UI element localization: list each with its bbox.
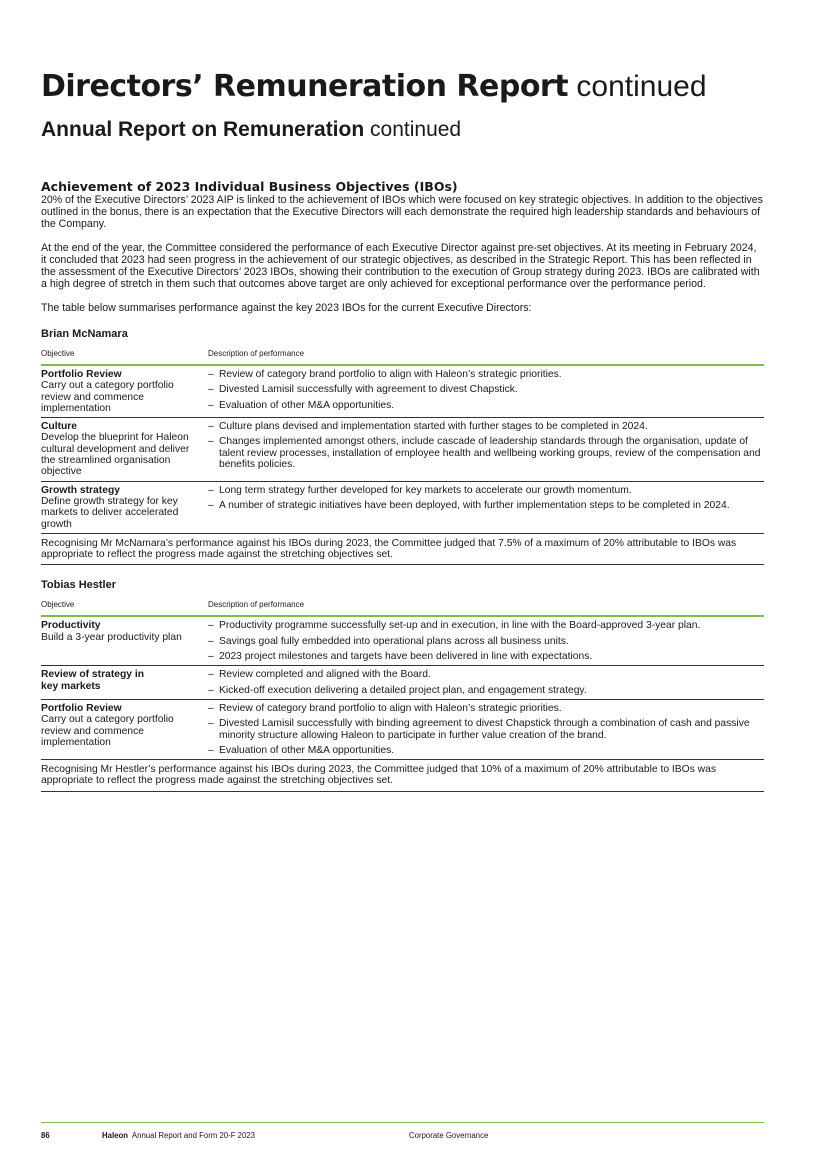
section-title: Achievement of 2023 Individual Business Objectives (IBOs) (41, 179, 458, 194)
table-row (41, 481, 764, 533)
performance-item: – Review of category brand portfolio to align with Haleon’s strategic priorities. (208, 703, 764, 714)
objective-title: Review of strategy in key markets (41, 669, 144, 692)
objective-title: Culture (41, 421, 78, 433)
performance-item: – 2023 project milestones and targets have been delivered in line with expectations. (208, 651, 764, 662)
performance-item: – Evaluation of other M&A opportunities. (208, 400, 764, 411)
report-body (41, 180, 764, 792)
performance-item: – Savings goal fully embedded into operational plans across all business units. (208, 636, 764, 647)
objective-description: Carry out a category portfolio review and commence implementation (41, 380, 174, 414)
table-row (41, 699, 764, 759)
intro-paragraph: 20% of the Executive Directors’ 2023 AIP is linked to the achievement of IBOs which were focused on key strategic objectives. In addition to the objectives outlined in the bonus, there is an expectation that the Executive Directors will each demonstrate the required high leadership standards and behaviours of the Company. (41, 194, 763, 230)
performance-item: – Review of category brand portfolio to align with Haleon’s strategic priorities. (208, 369, 764, 380)
summary-text: Recognising Mr McNamara’s performance against his IBOs during 2023, the Committee judged that 7.5% of a maximum of 20% attributable to IBOs was appropriate to reflect the progress made against the stretching objectives set. (41, 533, 764, 565)
objective-title: Growth strategy (41, 484, 120, 496)
column-header-description: Description of performance (208, 348, 764, 365)
objective-title: Portfolio Review (41, 369, 122, 380)
column-header-objective: Objective (41, 599, 208, 616)
objective-description: Define growth strategy for key markets to deliver accelerated growth (41, 495, 179, 530)
performance-item: – Kicked-off execution delivering a detailed project plan, and engagement strategy. (208, 685, 764, 696)
performance-item: – Divested Lamisil successfully with binding agreement to divest Chapstick through a combination of cash and passive minority structure allowing Haleon to participate in further value creation of the brand. (208, 718, 764, 741)
assessment-paragraph: At the end of the year, the Committee considered the performance of each Executive Director against pre-set objectives. At its meeting in February 2024, it concluded that 2023 had seen progress in the achievement of our strategic objectives, as described in the Strategic Report. This has been reflected in the assessment of the Executive Directors’ 2023 IBOs, showing their contribution to the execution of Group strategy during 2023. IBOs are calibrated with a high degree of stretch in them such that outcomes above target are only achieved for exceptional performance over the performance period. (41, 242, 760, 290)
performance-item: – Evaluation of other M&A opportunities. (208, 745, 764, 756)
summary-row (41, 533, 764, 565)
director-name: Tobias Hestler (41, 579, 116, 592)
column-header-description: Description of performance (208, 599, 764, 616)
performance-item: – Changes implemented amongst others, include cascade of leadership standards through the organisation, update of talent review processes, installation of employee health and wellbeing working groups, review of the compensation and benefits policies. (208, 436, 764, 470)
ibo-table (41, 348, 764, 565)
page-title: Directors’ Remuneration Report continued (41, 69, 707, 104)
director-name: Brian McNamara (41, 328, 128, 340)
table-intro-paragraph: The table below summarises performance against the key 2023 IBOs for the current Executive Directors: (41, 302, 532, 314)
performance-item: – Long term strategy further developed for key markets to accelerate our growth momentum. (208, 485, 764, 496)
ibo-table (41, 599, 764, 791)
table-row (41, 616, 764, 665)
performance-item: – Divested Lamisil successfully with agreement to divest Chapstick. (208, 384, 764, 395)
summary-row (41, 760, 764, 792)
column-header-objective: Objective (41, 348, 208, 365)
performance-item: – A number of strategic initiatives have been deployed, with further implementation steps to be completed in 2024. (208, 500, 764, 511)
objective-title: Productivity (41, 620, 101, 632)
table-row (41, 666, 764, 700)
performance-item: – Culture plans devised and implementation started with further stages to be completed in 2024. (208, 421, 764, 432)
objective-description: Build a 3-year productivity plan (41, 631, 182, 643)
summary-text: Recognising Mr Hestler’s performance against his IBOs during 2023, the Committee judged that 10% of a maximum of 20% attributable to IBOs was appropriate to reflect the progress made against the stretching objectives set. (41, 760, 764, 792)
table-row (41, 418, 764, 481)
performance-item: – Productivity programme successfully set-up and in execution, in line with the Board-approved 3-year plan. (208, 620, 764, 631)
objective-description: Carry out a category portfolio review and commence implementation (41, 714, 174, 748)
footer-section: Corporate Governance (409, 1131, 489, 1140)
page-subtitle: Annual Report on Remuneration continued (41, 118, 462, 141)
performance-item: – Review completed and aligned with the Board. (208, 669, 764, 680)
table-row (41, 365, 764, 418)
page-footer (41, 1122, 764, 1140)
footer-report-title: Haleon Annual Report and Form 20-F 2023 (102, 1131, 255, 1140)
objective-title: Portfolio Review (41, 702, 122, 714)
page-number: 86 (41, 1131, 50, 1140)
objective-description: Develop the blueprint for Haleon cultural development and deliver the streamlined organisation objective (41, 432, 190, 478)
